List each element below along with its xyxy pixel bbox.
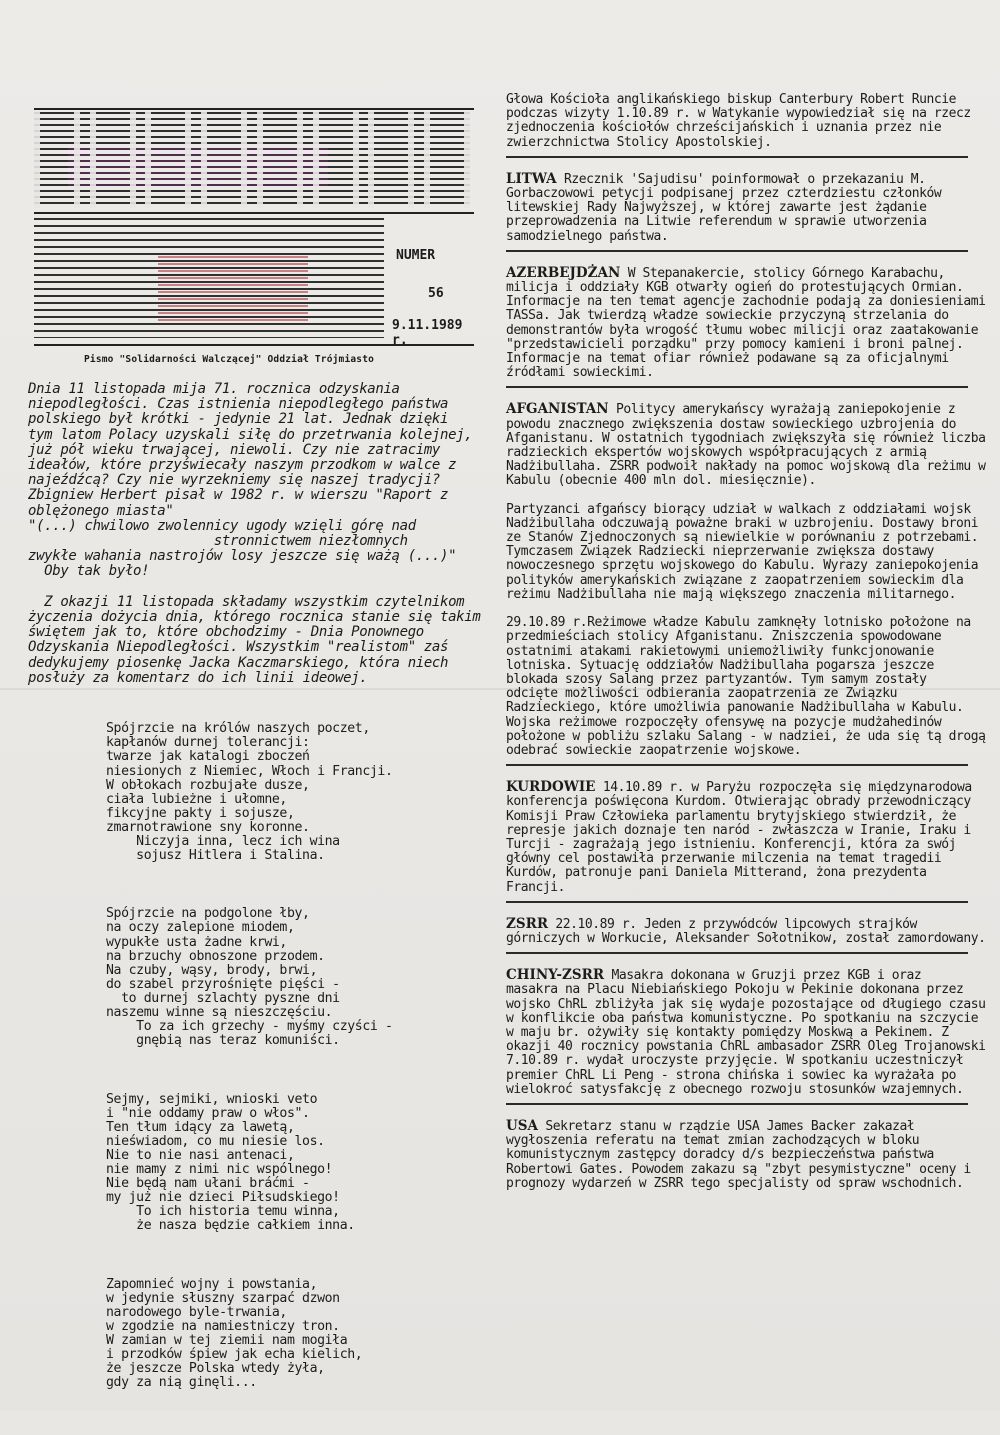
issue-date: 9.11.1989 r. (392, 318, 463, 348)
masthead-subtitle: Pismo "Solidarności Walczącej" Oddział Trójmiasto (84, 354, 375, 365)
news-item: KURDOWIE 14.10.89 r. w Paryżu rozpoczęła się międzynarodowa konferencja poświęcona Kurdom. Otwierając obrady przewodniczący Komisji Praw Człowieka parlamentu brytyjskiego stwierdził, że represje jakich doznaje ten naród - zwłaszcza w Iranie, Iraku i Turcji - zagrażają jego istnieniu. Konferencji, która za swój główny cel postawiła przerwanie milczenia na temat tragedii Kurdów, patronuje pani Daniela Mitterand, żona prezydenta Francji. (506, 779, 972, 895)
news-heading: ZSRR (506, 915, 549, 932)
news-separator (506, 250, 968, 252)
left-column (28, 108, 481, 1435)
poem (106, 694, 478, 1435)
news-item: USA Sekretarz stanu w rządzie USA James Backer zakazał wygłoszenia referatu na temat zmian zachodzących w bloku komunistycznym zastępcy doradcy d/s bezpieczeństwa państwa Robertowi Gates. Powodem zakazu są "zbyt pesymistyczne" oceny i prognozy wydarzeń w ZSRR tego specjalisty od spraw wschodnich. (506, 1117, 971, 1191)
poem-stanza: Zapomnieć wojny i powstania, w jedynie słuszny szarpać dzwon narodowego byle-trwania, w zgodzie na namiestniczy tron. W zamian w tej ziemii nam mogiła i przodków śpiew jak echa kielich, że jeszcze Polska wtedy żyła, gdy za nią ginęli... (106, 1276, 363, 1391)
poem-stanza: Sejmy, sejmiki, wnioski veto i "nie oddamy praw o włos". Ten tłum idący za lawetą, nieświadom, co mu niesie los. Nie to nie nasi antenaci, nie mamy z nimi nic wspólnego! Nie będą nam ułani bráćmi - my już nie dzieci Piłsudskiego! To ich historia temu winna, że nasza będzie całkiem inna. (106, 1091, 355, 1234)
news-separator (506, 764, 968, 766)
masthead-rule (34, 344, 474, 346)
news-separator (506, 952, 968, 954)
news-heading: LITWA (506, 170, 557, 187)
news-item: AFGANISTAN Politycy amerykańscy wyrażają zaniepokojenie z powodu znacznego zwiększenia dostaw sowieckiego uzbrojenia do Afganistanu. W ostatnich tygodniach zwiększyła się również liczba radzieckich ekspertów wojskowych współpracujących z armią Nadżibullaha. ZSRR podwoił nakłady na pomoc wojskową dla reżimu w Kabulu (obecnie 400 mln dol. miesięcznie). (506, 401, 986, 489)
masthead-logo-letters (34, 112, 470, 208)
news-item: CHINY-ZSRR Masakra dokonana w Gruzji przez KGB i oraz masakra na Placu Niebiańskiego Pokoju w Pekinie dokonana przez wojsko ChRL zbliżyła jak się wydaje pozostające od długiego czasu w konflikcie oba państwa komunistyczne. Po spotkaniu na szczycie w maju br. ożywiły się kontakty pomiędzy Moskwą a Pekinem. Z okazji 40 rocznicy powstania ChRL ambasador ZSRR Oleg Trojanowski 7.10.89 r. wydał uroczyste przyjęcie. W spotkaniu uczestniczył premier ChRL Li Peng - strona chińska i sowiec ka wyrażała po wielokroć satysfakcję z obecnego rozwoju stosunków wzajemnych. (506, 967, 986, 1097)
news-heading: USA (506, 1117, 538, 1134)
issue-number-label: NUMER (396, 248, 436, 263)
news-item: Głowa Kościoła anglikańskiego biskup Canterbury Robert Runcie podczas wizyty 1.10.89 r. w Watykanie wypowiedział się na rzecz zjednoczenia kościołów chrześcijańskich i uznania przez nie zwierzchnictwa Stolicy Apostolskiej. (506, 92, 971, 150)
masthead-logo-color (158, 256, 308, 326)
right-column (506, 92, 986, 1191)
news-heading: KURDOWIE (506, 779, 596, 796)
news-separator (506, 386, 968, 388)
news-item: LITWA Rzecznik 'Sajudisu' poinformował o przekazaniu M. Gorbaczowowi petycji podpisanej przez czterdziestu członków litewskiej Rady Najwyższej, w której zawarte jest żądanie przeprowadzenia na Litwie referendum w sprawie utworzenia samodzielnego państwa. (506, 170, 942, 244)
masthead-rule (34, 108, 474, 110)
news-separator (506, 901, 968, 903)
news-item: 29.10.89 r.Reżimowe władze Kabulu zamknęły lotnisko położone na przedmieściach stolicy Afganistanu. Zniszczenia spowodowane ostatnimi atakami rakietowymi uniemożliwiły funkcjonowanie lotniska. Sytuację oddziałów Nadżibullaha pogarsza jeszcze blokada szosy Salang przez partyzantów. Tym samym zostały odcięte możliwości odbierania zaopatrzenia ze Związku Radzieckiego, które umożliwia panowanie Nadżibullaha w Kabulu. Wojska reżimowe rozpoczęły ofensywę na pozycje mudżahedinów położone w pobliżu szlaku Salang - w nadziei, że uda się tą drogą odebrać sowieckie zaopatrzenie wojskowe. (506, 615, 986, 758)
news-heading: CHINY-ZSRR (506, 967, 605, 984)
poem-stanza: Spójrzcie na podgolone łby, na oczy zalepione miodem, wypukłe usta żadne krwi, na brzuchy obnoszone przodem. Na czuby, wąsy, brody, brwi, do szabel przyrośnięte pięści - to durnej szlachty pyszne dni naszemu winne są nieszczęściu. To za ich grzechy - myśmy czyści - gnębią nas teraz komuniści. (106, 906, 393, 1049)
news-item: AZERBEJDŻAN W Stepanakercie, stolicy Górnego Karabachu, milicja i oddziały KGB otwarły ogień do protestujących Ormian. Informacje na ten temat agencje zachodnie podają za doniesieniami TASSa. Jak twierdzą władze sowieckie przyczyną strzelania do demonstrantów była wrogość tłumu wobec milicji oraz zaatakowanie "przedstawicieli porządku" przy pomocy kamieni i broni palnej. Informacje na temat ofiar również podawane są za oficjalnymi źródłami sowieckimi. (506, 264, 986, 381)
issue-number: 56 (428, 286, 444, 301)
news-heading: AFGANISTAN (506, 401, 609, 418)
masthead-rule (34, 212, 474, 214)
news-separator (506, 156, 968, 158)
news-heading: AZERBEJDŻAN (506, 264, 621, 281)
intro-text: Dnia 11 listopada mija 71. rocznica odzyskania niepodległości. Czas istnienia niepodległego państwa polskiego był krótki - jedynie 21 lat. Jednak dzięki tym latom Polacy uzyskali siłę do przetrwania kolejnej, już pół wieku trwającej, niewoli. Czy nie zatracimy ideałów, które przyświecały naszym przodkom w walce z najeźdźcą? Czy nie wyrzekniemy się naszej tradycji? Zbigniew Herbert pisał w 1982 r. w wierszu "Raport z oblężonego miasta" "(...) chwilowo zwolennicy ugody wzięli górę nad stronnictwem niezłomnych zwykłe wahania nastrojów losy jeszcze się ważą (...)" Oby tak było! Z okazji 11 listopada składamy wszystkim czytelnikom życzenia dożycia dnia, którego rocznica stanie się takim świętem jak to, które obchodzimy - Dnia Ponownego Odzyskania Niepodległości. Wszystkim "realistom" zaś dedykujemy piosenkę Jacka Kaczmarskiego, która niech posłuży za komentarz do ich linii ideowej. (28, 381, 481, 686)
news-separator (506, 1103, 968, 1105)
masthead (28, 108, 474, 368)
poem-stanza: Spójrzcie na królów naszych poczet, kapłanów durnej tolerancji: twarze jak katalogi zboczeń niesionych z Niemiec, Włoch i Francji. W obłokach rozbujałe dusze, ciała lubieżne i ułomne, fikcyjne pakty i sojusze, zmarnotrawione sny koronne. Niczyja inna, lecz ich wina sojusz Hitlera i Stalina. (106, 721, 393, 864)
news-item: ZSRR 22.10.89 r. Jeden z przywódców lipcowych strajków górniczych w Workucie, Aleksander Sołotnikow, został zamordowany. (506, 915, 986, 946)
news-item: Partyzanci afgańscy biorący udział w walkach z oddziałami wojsk Nadżibullaha odczuwają poważne braki w uzbrojeniu. Dostawy broni ze Stanów Zjednoczonych są niewielkie w porównaniu z potrzebami. Tymczasem Związek Radziecki nieprzerwanie zwiększa dostawy nowoczesnego sprzętu wojskowego do Kabulu. Wyrazy zaniepokojenia polityków amerykańskich związane z zaopatrzeniem sowieckim dla reżimu Nadżibullaha nie mają większego znaczenia militarnego. (506, 501, 979, 602)
